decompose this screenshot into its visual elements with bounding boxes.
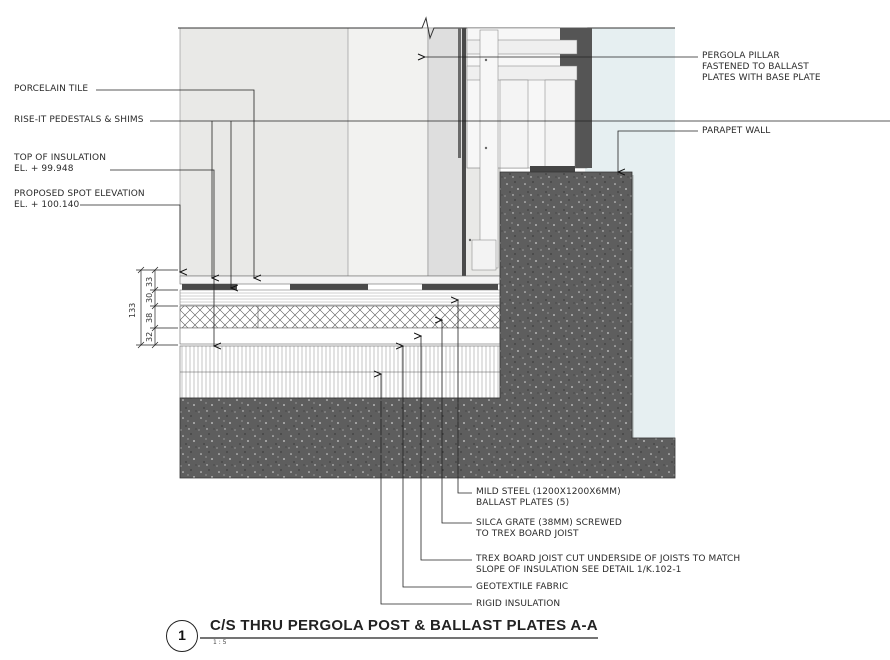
pedestal-3 bbox=[422, 284, 498, 290]
label-porcelain-tile: PORCELAIN TILE bbox=[14, 84, 89, 94]
detail-title: C/S THRU PERGOLA POST & BALLAST PLATES A-A bbox=[210, 617, 598, 634]
dim-30: 30 bbox=[145, 292, 154, 303]
label-parapet-wall: PARAPET WALL bbox=[702, 126, 771, 136]
label-insulation-elev: EL. + 99.948 bbox=[14, 164, 74, 174]
label-geotextile: GEOTEXTILE FABRIC bbox=[476, 582, 569, 592]
pedestal-1 bbox=[182, 284, 237, 290]
label-steel-plates-count: BALLAST PLATES (5) bbox=[476, 498, 570, 508]
label-silca-grate-2: TO TREX BOARD JOIST bbox=[476, 529, 579, 539]
label-pergola-fastened: FASTENED TO BALLAST bbox=[702, 62, 809, 72]
detail-scale: 1 : 5 bbox=[213, 639, 227, 646]
label-steel-plates: MILD STEEL (1200X1200X6MM) bbox=[476, 487, 621, 497]
dim-38: 38 bbox=[145, 312, 154, 323]
label-spot-elev-value: EL. + 100.140 bbox=[14, 200, 80, 210]
dim-32: 32 bbox=[145, 331, 154, 342]
label-pergola-pillar: PERGOLA PILLAR bbox=[702, 51, 780, 61]
label-pedestals: RISE-IT PEDESTALS & SHIMS bbox=[14, 115, 144, 125]
pedestal-2 bbox=[290, 284, 368, 290]
wall-right-shade bbox=[428, 28, 463, 276]
label-trex-joist: TREX BOARD JOIST CUT UNDERSIDE OF JOISTS TO MATCH bbox=[476, 554, 741, 564]
dim-total: 133 bbox=[128, 302, 137, 318]
ballast-plates bbox=[180, 290, 500, 305]
detail-number: 1 bbox=[166, 620, 198, 652]
trex-joist bbox=[180, 328, 500, 344]
label-insulation-top: TOP OF INSULATION bbox=[14, 153, 107, 163]
dim-33: 33 bbox=[145, 276, 154, 287]
label-rigid-insulation: RIGID INSULATION bbox=[476, 599, 561, 609]
label-pergola-baseplate: PLATES WITH BASE PLATE bbox=[702, 73, 821, 83]
porcelain-tile-row bbox=[180, 276, 500, 284]
silca-grate bbox=[180, 306, 500, 328]
label-spot-elevation: PROPOSED SPOT ELEVATION bbox=[14, 189, 145, 199]
label-trex-joist-2: SLOPE OF INSULATION SEE DETAIL 1/K.102-1 bbox=[476, 565, 682, 575]
dimension-string bbox=[136, 267, 178, 348]
wall-cylinder bbox=[348, 28, 428, 276]
label-silca-grate: SILCA GRATE (38MM) SCREWED bbox=[476, 518, 622, 528]
